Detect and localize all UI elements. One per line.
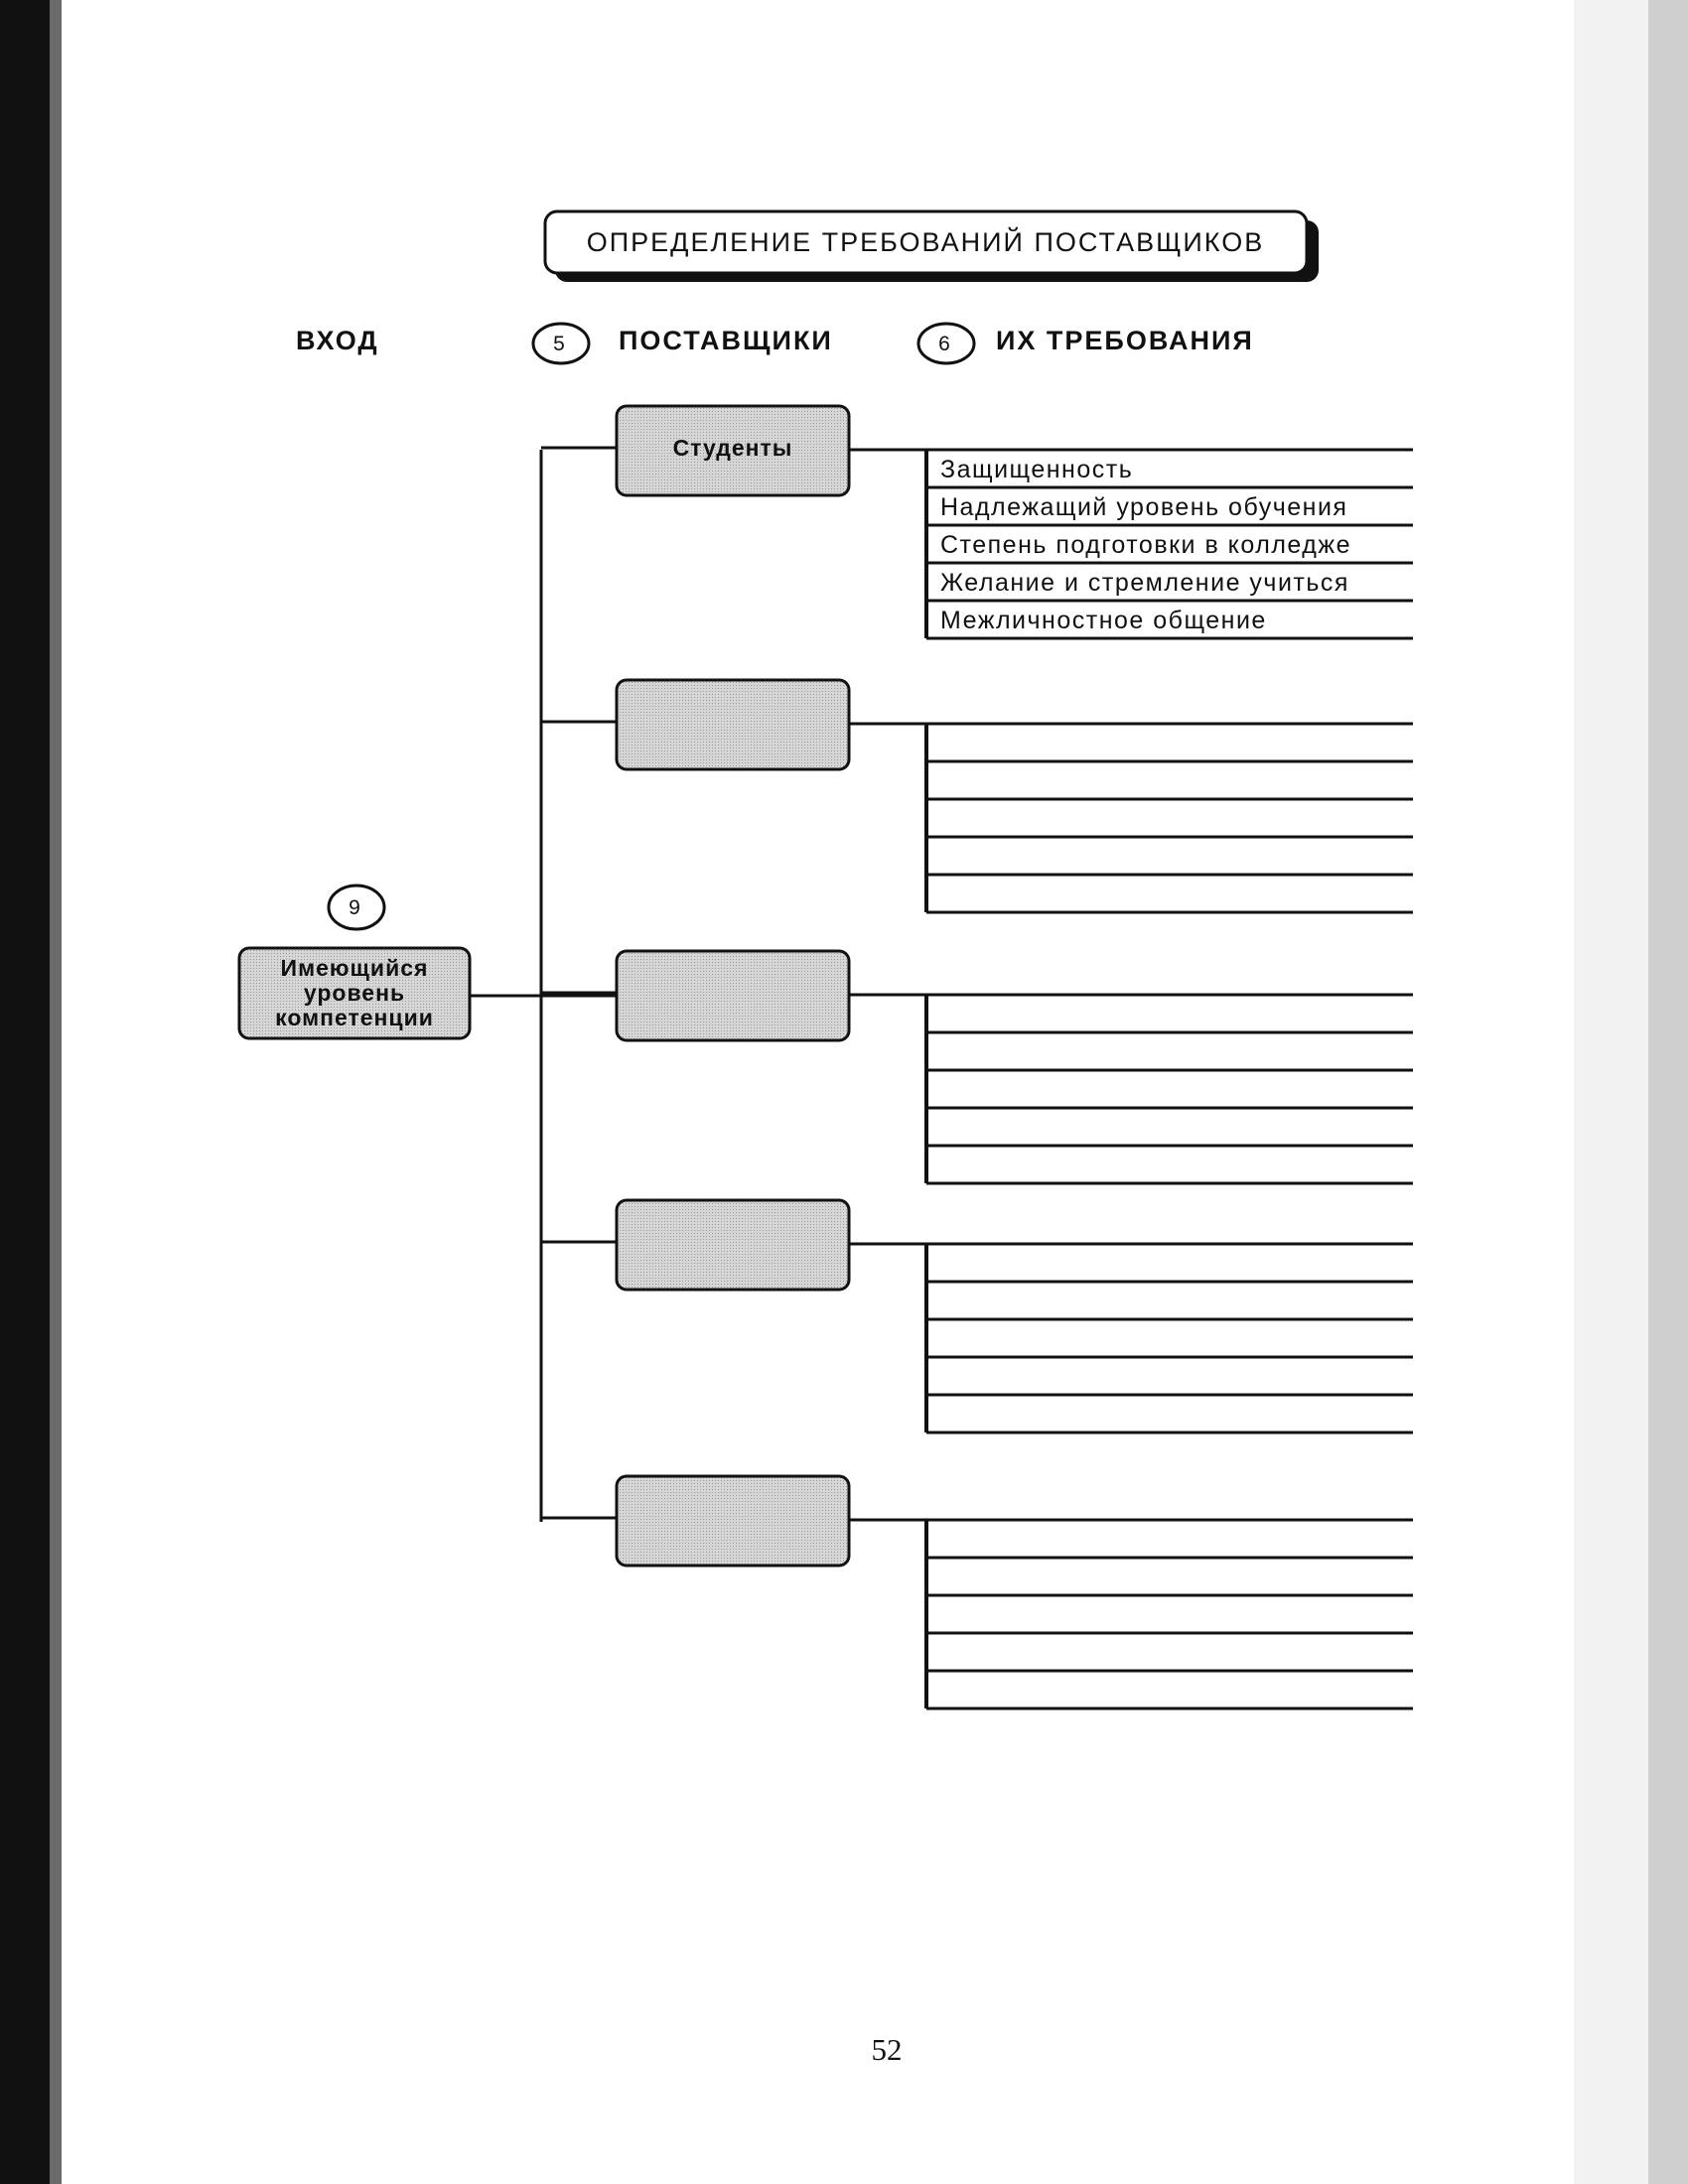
input-box-line-2: уровень (303, 980, 406, 1006)
supplier-group (541, 1200, 1413, 1433)
supplier-group (541, 951, 1413, 1183)
title-box (545, 211, 1319, 282)
column-header-input: ВХОД (296, 326, 379, 355)
supplier-groups (541, 406, 1413, 1708)
input-box-line-1: Имеющийся (280, 955, 429, 981)
requirements-number-badge (918, 324, 974, 363)
supplier-box (617, 951, 849, 1040)
supplier-box (617, 1200, 849, 1290)
requirement-text: Степень подготовки в колледже (940, 531, 1351, 559)
suppliers-number-badge (533, 324, 589, 363)
column-header-requirements: ИХ ТРЕБОВАНИЯ (996, 326, 1254, 355)
requirement-text: Надлежащий уровень обучения (940, 493, 1348, 521)
requirement-text: Защищенность (940, 456, 1134, 483)
page-number: 52 (871, 2032, 903, 2067)
supplier-group (541, 680, 1413, 912)
left-page-shade (50, 0, 62, 2184)
right-page-shadow (1648, 0, 1688, 2184)
requirement-text: Желание и стремление учиться (940, 569, 1349, 597)
requirement-text: Межличностное общение (940, 607, 1267, 634)
input-box (239, 948, 470, 1038)
left-page-edge (0, 0, 50, 2184)
supplier-group (541, 406, 1413, 638)
column-header-suppliers: ПОСТАВЩИКИ (619, 326, 833, 355)
diagram-title: ОПРЕДЕЛЕНИЕ ТРЕБОВАНИЙ ПОСТАВЩИКОВ (586, 227, 1265, 257)
suppliers-number: 5 (553, 333, 565, 355)
input-number: 9 (349, 896, 360, 919)
supplier-box (617, 680, 849, 769)
input-number-badge (329, 886, 384, 929)
supplier-group (541, 1476, 1413, 1708)
supplier-name: Студенты (672, 435, 793, 461)
requirements-number: 6 (938, 333, 950, 355)
supplier-box (617, 1476, 849, 1566)
input-box-line-3: компетенции (275, 1005, 434, 1030)
